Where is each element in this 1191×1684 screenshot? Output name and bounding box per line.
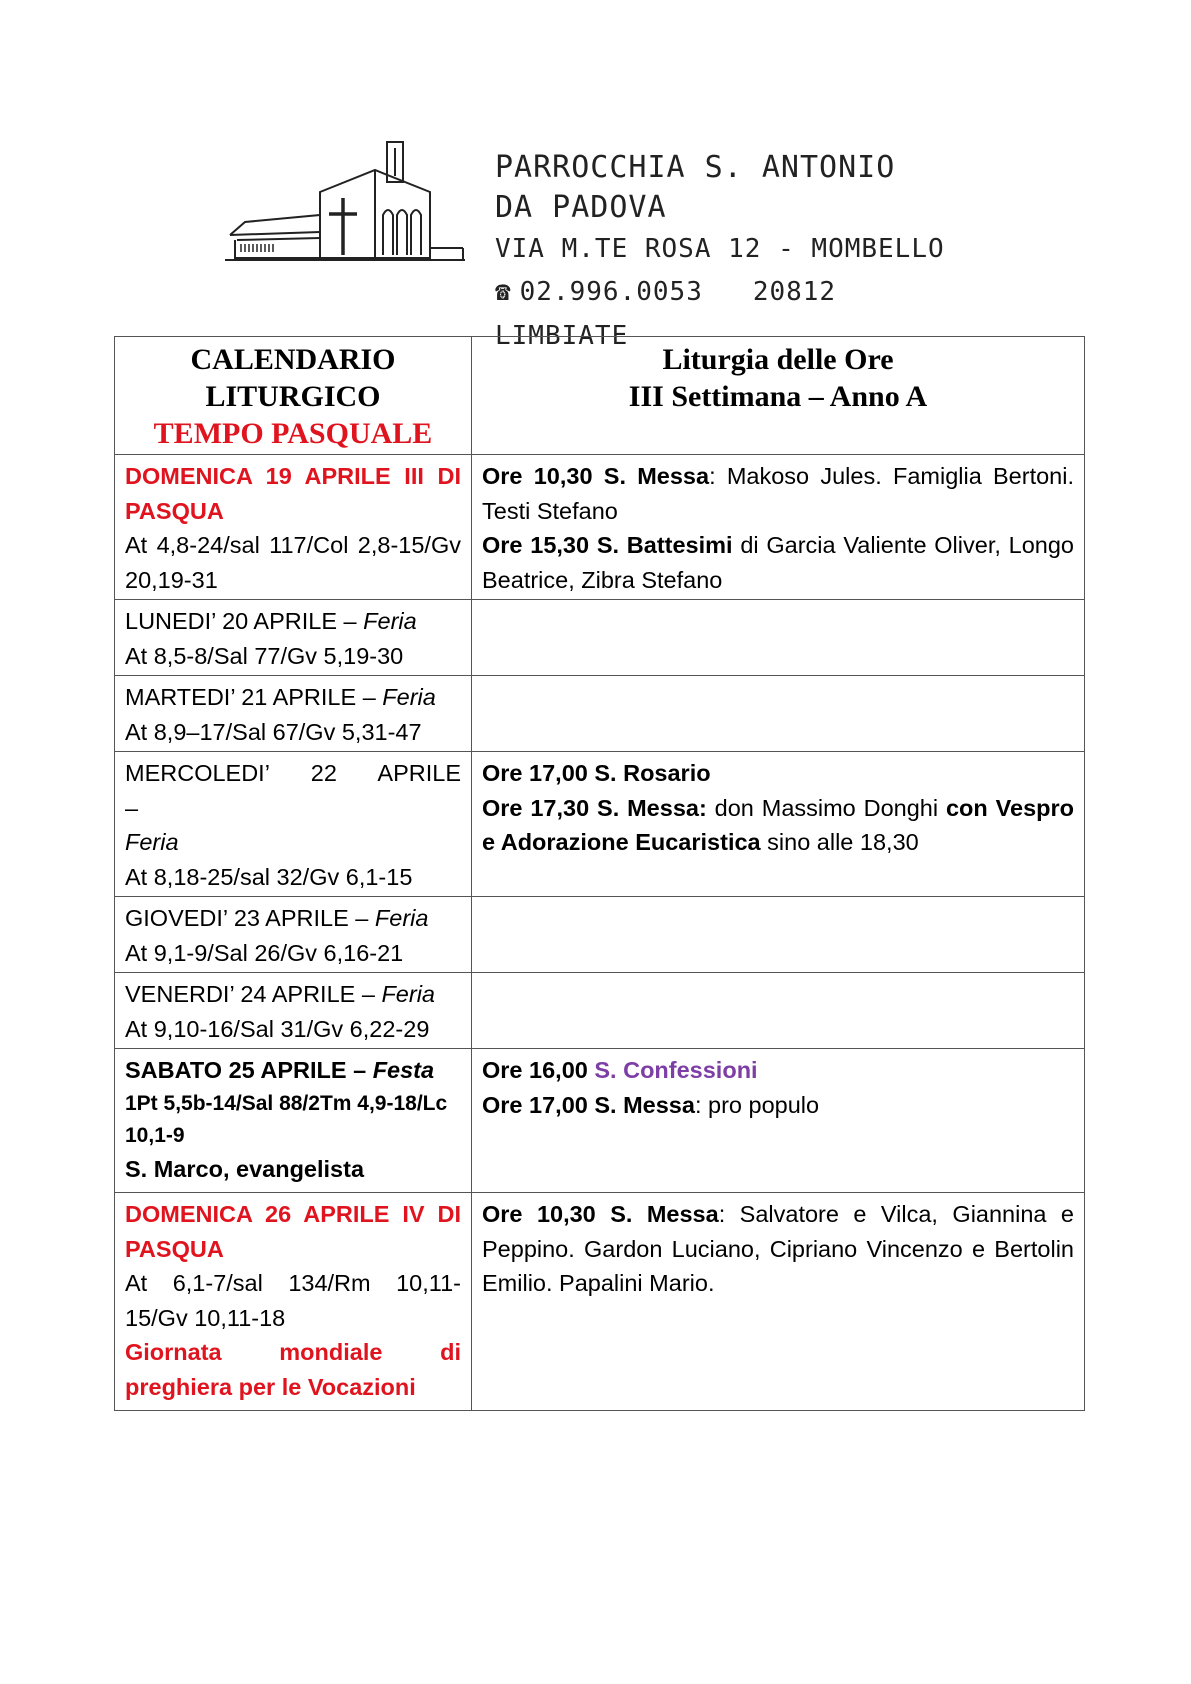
table-row	[115, 1049, 1085, 1193]
table-row	[115, 676, 1085, 752]
day-type: Feria	[125, 829, 179, 855]
church-logo-icon	[225, 140, 485, 275]
event-detail-tail: sino alle 18,30	[760, 829, 919, 855]
day-type: Festa	[372, 1057, 435, 1083]
day-cell	[115, 455, 472, 600]
day-name: LUNEDI’ 20 APRILE –	[125, 608, 364, 634]
parish-info	[495, 148, 945, 358]
event-time: Ore 15,30 S. Battesimi	[482, 532, 733, 558]
day-readings: At 8,18-25/sal 32/Gv 6,1-15	[125, 863, 413, 890]
day-title	[125, 977, 461, 1012]
table-row	[115, 455, 1085, 600]
events-cell	[472, 676, 1085, 752]
event	[482, 459, 1074, 528]
event-time: Ore 10,30 S. Messa	[482, 1201, 719, 1227]
table-header-row	[115, 337, 1085, 455]
table-row	[115, 973, 1085, 1049]
event	[482, 528, 1074, 597]
day-type: Feria	[382, 684, 436, 710]
event-detail: : pro populo	[694, 1091, 820, 1118]
header-calendario: CALENDARIO	[190, 343, 396, 376]
parish-city: 20812 LIMBIATE	[495, 277, 837, 351]
event	[482, 756, 1074, 791]
event-time: Ore 16,00	[482, 1057, 595, 1083]
table-header-right	[472, 337, 1085, 455]
day-name: MARTEDI’ 21 APRILE –	[125, 684, 383, 710]
table-row	[115, 600, 1085, 676]
event-detail: : Makoso Jules. Famiglia Bertoni. Testi Stefano	[482, 463, 1074, 524]
day-title	[125, 604, 461, 639]
events-cell	[472, 1193, 1085, 1411]
event-detail-bold: con Vespro e Adorazione Eucaristica	[482, 794, 1074, 855]
day-title	[125, 1053, 461, 1088]
header-settimana: III Settimana – Anno A	[628, 380, 928, 413]
day-readings: At 4,8-24/sal 117/Col 2,8-15/Gv 20,19-31	[125, 532, 461, 593]
day-title: DOMENICA 19 APRILE III DI PASQUA	[125, 463, 461, 524]
header-tempo-pasquale: TEMPO PASQUALE	[153, 417, 433, 450]
event-time: Ore 17,00 S. Messa	[482, 1091, 695, 1118]
day-name: MERCOLEDI’ 22 APRILE –	[125, 760, 461, 821]
event-confessioni: S. Confessioni	[594, 1057, 758, 1083]
event	[482, 1088, 1074, 1123]
header-liturgico: LITURGICO	[205, 380, 381, 413]
day-title	[125, 901, 461, 936]
table-header-left	[115, 337, 472, 455]
day-saint: S. Marco, evangelista	[125, 1155, 365, 1182]
day-note: Giornata mondiale di preghiera per le Vocazioni	[125, 1339, 461, 1400]
day-name: GIOVEDI’ 23 APRILE –	[125, 905, 375, 931]
table-row	[115, 752, 1085, 897]
liturgical-calendar-table	[114, 336, 1085, 1411]
events-cell	[472, 752, 1085, 897]
parish-header	[225, 140, 945, 351]
day-cell	[115, 676, 472, 752]
events-cell	[472, 600, 1085, 676]
event-detail: don Massimo Donghi	[706, 794, 946, 821]
day-type: Feria	[381, 981, 435, 1007]
day-cell	[115, 1049, 472, 1193]
event	[482, 1197, 1074, 1301]
day-cell	[115, 973, 472, 1049]
day-title	[125, 680, 461, 715]
day-cell	[115, 600, 472, 676]
parish-phone: 02.996.0053	[519, 277, 703, 307]
day-readings: 1Pt 5,5b-14/Sal 88/2Tm 4,9-18/Lc 10,1-9	[125, 1091, 448, 1147]
parish-name: PARROCCHIA S. ANTONIO DA PADOVA	[495, 150, 896, 225]
day-title: DOMENICA 26 APRILE IV DI PASQUA	[125, 1201, 461, 1262]
day-cell	[115, 752, 472, 897]
day-readings: At 6,1-7/sal 134/Rm 10,11-15/Gv 10,11-18	[125, 1270, 461, 1331]
day-readings: At 9,10-16/Sal 31/Gv 6,22-29	[125, 1015, 430, 1042]
events-cell	[472, 973, 1085, 1049]
table-row	[115, 897, 1085, 973]
day-readings: At 9,1-9/Sal 26/Gv 6,16-21	[125, 939, 404, 966]
header-liturgia-ore: Liturgia delle Ore	[662, 343, 894, 376]
day-title	[125, 756, 461, 825]
event	[482, 791, 1074, 860]
event-detail: di Garcia Valiente Oliver, Longo Beatrice, Zibra Stefano	[482, 532, 1074, 593]
day-cell	[115, 1193, 472, 1411]
day-readings: At 8,5-8/Sal 77/Gv 5,19-30	[125, 642, 404, 669]
phone-icon: ☎	[495, 277, 512, 307]
day-name: VENERDI’ 24 APRILE –	[125, 981, 382, 1007]
parish-address: VIA M.TE ROSA 12 - MOMBELLO	[495, 234, 945, 264]
day-type: Feria	[374, 905, 429, 931]
event-time: Ore 10,30 S. Messa	[482, 463, 710, 489]
events-cell	[472, 897, 1085, 973]
day-readings: At 8,9–17/Sal 67/Gv 5,31-47	[125, 718, 422, 745]
day-name: SABATO 25 APRILE –	[125, 1057, 373, 1083]
events-cell	[472, 455, 1085, 600]
day-cell	[115, 897, 472, 973]
event-time: Ore 17,30 S. Messa:	[482, 794, 707, 821]
event	[482, 1053, 1074, 1088]
event-time: Ore 17,00 S. Rosario	[482, 760, 711, 786]
event-detail: : Salvatore e Vilca, Giannina e Peppino. Gardon Luciano, Cipriano Vincenzo e Bertolin Emilio. Papalini Mario.	[482, 1201, 1074, 1296]
day-type: Feria	[363, 608, 417, 634]
table-row	[115, 1193, 1085, 1411]
events-cell	[472, 1049, 1085, 1193]
